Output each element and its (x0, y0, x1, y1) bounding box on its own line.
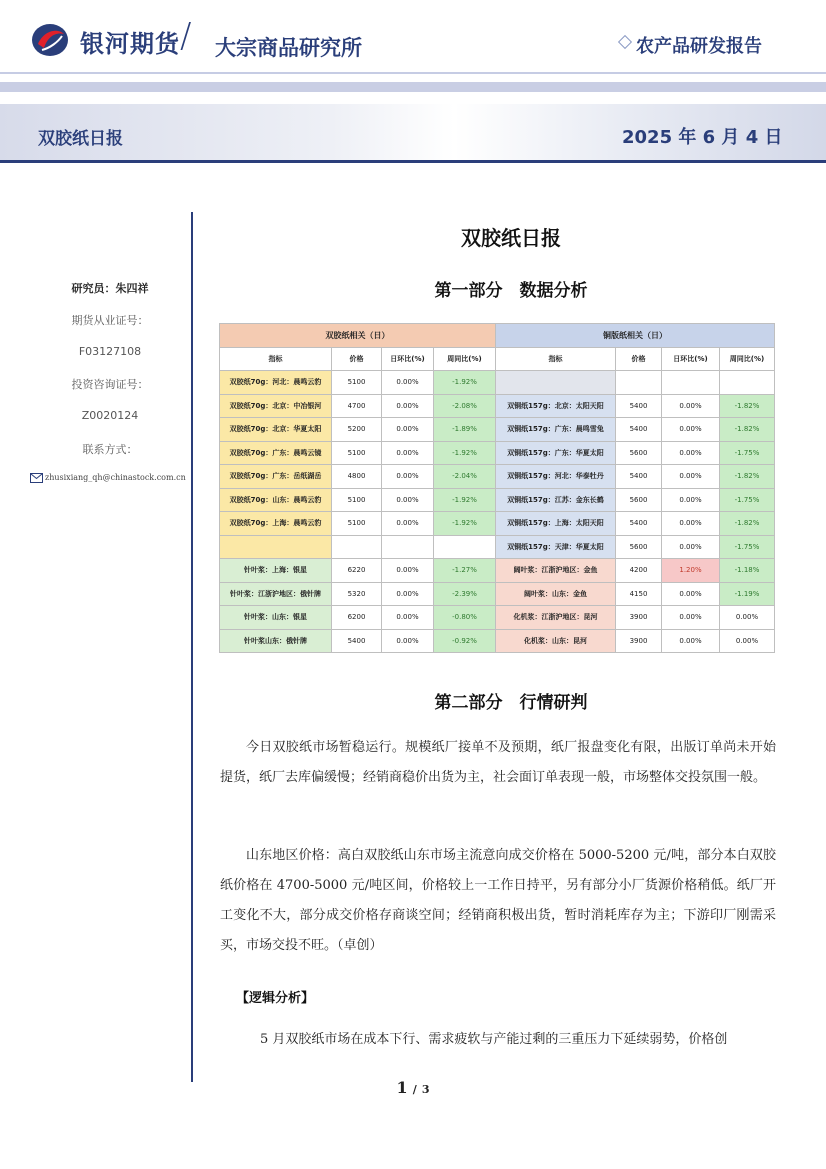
table-row (220, 582, 775, 606)
table-cell: 双铜纸157g：江苏：金东长鹤 (496, 488, 616, 512)
mail-icon (30, 473, 43, 483)
table-cell: -1.92% (434, 488, 496, 512)
table-cell: 化机浆：江浙沪地区：昆河 (496, 606, 616, 630)
table-cell (720, 371, 775, 395)
table-cell: 双铜纸157g：北京：太阳天阳 (496, 394, 616, 418)
header-divider (0, 72, 826, 74)
table-cell: 0.00% (720, 606, 775, 630)
table-cell: 0.00% (662, 606, 720, 630)
table-row (220, 465, 775, 489)
table-cell: 0.00% (382, 512, 434, 536)
table-cell: 4200 (616, 559, 662, 583)
table-cell: 4150 (616, 582, 662, 606)
column-header: 周同比(%) (434, 347, 496, 371)
table-cell: 4700 (332, 394, 382, 418)
header-thin-band (0, 82, 826, 92)
table-cell: 双胶纸70g：上海：晨鸣云豹 (220, 512, 332, 536)
table-cell: 0.00% (662, 418, 720, 442)
table-cell: 0.00% (382, 394, 434, 418)
table-row (220, 371, 775, 395)
paragraph-shandong-prices: 山东地区价格：高白双胶纸山东市场主流意向成交价格在 5000-5200 元/吨，部分本白双胶纸价格在 4700-5000 元/吨区间，价格较上一工作日持平，另有部分小厂货源价格稍低。纸厂开工变化不大，部分成交价格存商谈空间；经销商积极出货，暂时消耗库存为主；下游印厂刚需采买，市场交投不旺。（卓创） (220, 848, 776, 953)
table-cell: 0.00% (662, 512, 720, 536)
table-cell: -1.82% (720, 465, 775, 489)
table-cell: 0.00% (662, 488, 720, 512)
column-header: 价格 (616, 347, 662, 371)
table-cell: -1.18% (720, 559, 775, 583)
table-cell: 0.00% (382, 371, 434, 395)
table-cell: -2.08% (434, 394, 496, 418)
table-cell: -1.89% (434, 418, 496, 442)
table-cell: 双铜纸157g：广东：华夏太阳 (496, 441, 616, 465)
table-cell (382, 535, 434, 559)
table-cell: 双胶纸70g：河北：晨鸣云豹 (220, 371, 332, 395)
table-cell: 双胶纸70g：广东：晨鸣云镜 (220, 441, 332, 465)
table-cell: -1.27% (434, 559, 496, 583)
column-header: 周同比(%) (720, 347, 775, 371)
table-cell: 0.00% (662, 535, 720, 559)
column-header: 日环比(%) (662, 347, 720, 371)
table-cell: 0.00% (662, 441, 720, 465)
table-cell: 阔叶浆：山东：金鱼 (496, 582, 616, 606)
table-body (220, 371, 775, 653)
table-cell: -2.04% (434, 465, 496, 489)
table-cell: 针叶浆山东：俄针牌 (220, 629, 332, 653)
table-cell: 5600 (616, 535, 662, 559)
table-cell: 双铜纸157g：上海：太阳天阳 (496, 512, 616, 536)
table-cell: 6200 (332, 606, 382, 630)
table-cell: -0.80% (434, 606, 496, 630)
group-header-offset-paper: 双胶纸相关（日） (220, 324, 496, 348)
table-row (220, 441, 775, 465)
table-cell: 0.00% (382, 418, 434, 442)
table-cell: 双铜纸157g：广东：晨鸣雪兔 (496, 418, 616, 442)
title-band-underline (0, 160, 826, 163)
page-total: 3 (421, 1083, 430, 1096)
table-row (220, 535, 775, 559)
table-cell: 0.00% (382, 629, 434, 653)
table-cell (616, 371, 662, 395)
email-address[interactable]: zhusixiang_qh@chinastock.com.cn (45, 473, 186, 482)
table-cell: -1.92% (434, 371, 496, 395)
table-cell: 双铜纸157g：河北：华泰牡丹 (496, 465, 616, 489)
logic-analysis-label: 【逻辑分析】 (236, 991, 315, 1006)
license-label: 期货从业证号： (71, 314, 149, 327)
table-cell: -1.19% (720, 582, 775, 606)
consult-number: Z0020124 (81, 409, 139, 422)
document-title: 双胶纸日报 (461, 226, 561, 250)
table-cell: 5400 (332, 629, 382, 653)
table-cell: 5100 (332, 441, 382, 465)
section-2-heading: 第二部分 行情研判 (434, 693, 588, 713)
table-cell: -1.92% (434, 512, 496, 536)
license-number: F03127108 (78, 345, 142, 358)
table-cell: 0.00% (382, 582, 434, 606)
table-cell: 0.00% (382, 606, 434, 630)
table-cell: 0.00% (382, 441, 434, 465)
table-cell: 0.00% (662, 465, 720, 489)
table-cell: -1.92% (434, 441, 496, 465)
paragraph-logic: 5 月双胶纸市场在成本下行、需求疲软与产能过剩的三重压力下延续弱势，价格创 (260, 1032, 728, 1047)
diamond-icon (618, 35, 632, 49)
table-cell: 3900 (616, 629, 662, 653)
table-cell: -1.75% (720, 488, 775, 512)
table-cell: 0.00% (382, 488, 434, 512)
table-cell (496, 371, 616, 395)
report-type: 农产品研发报告 (636, 36, 762, 57)
table-cell: 1.20% (662, 559, 720, 583)
table-cell: 0.00% (662, 582, 720, 606)
report-date: 2025 年 6 月 4 日 (622, 127, 783, 148)
table-cell: -1.82% (720, 394, 775, 418)
table-cell: 5100 (332, 371, 382, 395)
table-cell: 4800 (332, 465, 382, 489)
brand-name: 银河期货 (80, 30, 180, 58)
table-cell: 阔叶浆：江浙沪地区：金鱼 (496, 559, 616, 583)
column-header: 价格 (332, 347, 382, 371)
table-cell: 0.00% (662, 629, 720, 653)
table-cell: 双胶纸70g：北京：中冶银河 (220, 394, 332, 418)
galaxy-futures-logo (30, 22, 70, 58)
table-cell: 5400 (616, 512, 662, 536)
table-cell: -1.82% (720, 418, 775, 442)
table-cell: 5400 (616, 394, 662, 418)
table-cell: -1.75% (720, 535, 775, 559)
email-line[interactable] (30, 473, 186, 483)
table-cell: -2.39% (434, 582, 496, 606)
table-cell: 3900 (616, 606, 662, 630)
page-number (0, 1078, 826, 1097)
section-1-heading: 第一部分 数据分析 (434, 281, 588, 301)
table-cell: 双胶纸70g：北京：华夏太阳 (220, 418, 332, 442)
table-cell: 0.00% (382, 465, 434, 489)
page-current: 1 (396, 1078, 408, 1097)
table-row (220, 559, 775, 583)
contact-label: 联系方式： (82, 443, 138, 456)
table-cell: -1.75% (720, 441, 775, 465)
paragraph-market-overview: 今日双胶纸市场暂稳运行。规模纸厂接单不及预期，纸厂报盘变化有限，出版订单尚未开始提货，纸厂去库偏缓慢；经销商稳价出货为主，社会面订单表现一般，市场整体交投氛围一般。 (220, 740, 776, 785)
table-cell (434, 535, 496, 559)
header-slash: / (180, 16, 192, 56)
table-cell: 针叶浆：山东：银星 (220, 606, 332, 630)
table-row (220, 488, 775, 512)
table-cell: -0.92% (434, 629, 496, 653)
table-row (220, 629, 775, 653)
table-cell: 化机浆：山东：昆河 (496, 629, 616, 653)
group-header-coated-paper: 铜版纸相关（日） (496, 324, 775, 348)
table-row (220, 394, 775, 418)
table-cell: 5600 (616, 441, 662, 465)
table-cell: 双胶纸70g：山东：晨鸣云豹 (220, 488, 332, 512)
table-cell: 0.00% (720, 629, 775, 653)
table-row (220, 418, 775, 442)
table-cell: 5200 (332, 418, 382, 442)
table-cell: 针叶浆：上海：银星 (220, 559, 332, 583)
table-cell: 5100 (332, 488, 382, 512)
table-cell: -1.82% (720, 512, 775, 536)
table-cell (332, 535, 382, 559)
table-cell (662, 371, 720, 395)
table-cell: 双胶纸70g：广东：岳纸湖岳 (220, 465, 332, 489)
consult-label: 投资咨询证号： (71, 378, 149, 391)
table-cell: 0.00% (662, 394, 720, 418)
table-cell: 5100 (332, 512, 382, 536)
column-header: 指标 (220, 347, 332, 371)
table-cell: 0.00% (382, 559, 434, 583)
table-cell: 5400 (616, 465, 662, 489)
column-header: 日环比(%) (382, 347, 434, 371)
researcher-name: 研究员：朱四祥 (71, 282, 149, 295)
table-cell: 5320 (332, 582, 382, 606)
institute-name: 大宗商品研究所 (215, 36, 362, 60)
table-cell: 针叶浆：江浙沪地区：俄针牌 (220, 582, 332, 606)
table-cell: 5400 (616, 418, 662, 442)
band-report-title: 双胶纸日报 (38, 129, 123, 149)
price-table (219, 323, 774, 662)
table-cell (220, 535, 332, 559)
sidebar-divider (191, 212, 193, 1082)
table-row (220, 512, 775, 536)
table-cell: 双铜纸157g：天津：华夏太阳 (496, 535, 616, 559)
column-header: 指标 (496, 347, 616, 371)
table-cell: 5600 (616, 488, 662, 512)
page-separator: / (412, 1083, 417, 1096)
table-cell: 6220 (332, 559, 382, 583)
table-row (220, 606, 775, 630)
